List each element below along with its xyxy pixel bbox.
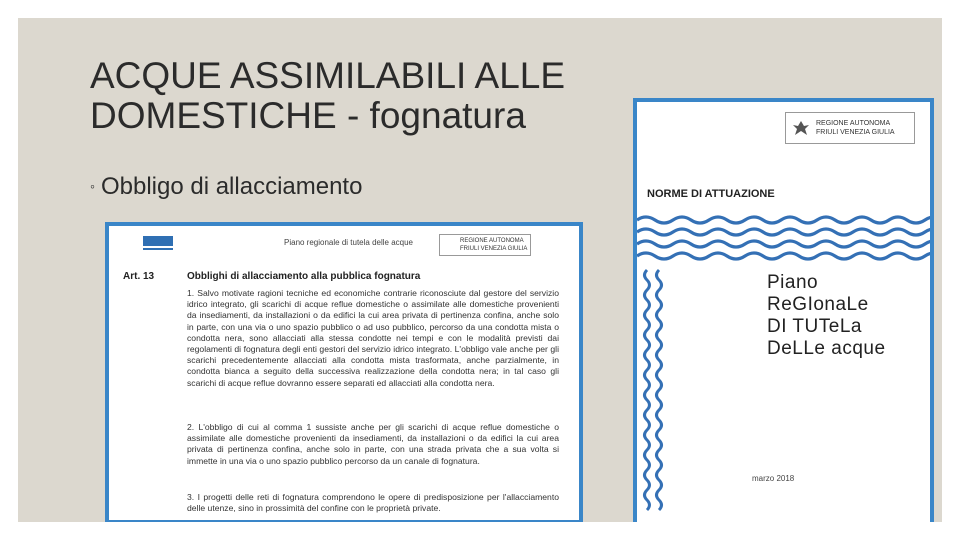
slide-title <box>90 56 690 136</box>
document-header <box>109 226 579 266</box>
document-logo-icon <box>143 236 173 250</box>
cover-logo-line1: REGIONE AUTONOMA <box>816 120 891 127</box>
cover-title-line3: DI TUTeLa <box>767 316 862 337</box>
cover-title-line1: Piano <box>767 272 819 293</box>
document-excerpt-image <box>105 222 583 522</box>
region-logo-line1: REGIONE AUTONOMA <box>460 238 524 244</box>
cover-date: marzo 2018 <box>752 474 795 483</box>
cover-title-line2: ReGIonaLe <box>767 294 869 315</box>
plan-cover-image <box>633 98 934 522</box>
article-paragraph-3: 3. I progetti delle reti di fognatura comprendono le opere di predisposizione per l'allacciamento delle utenze, sino in prossimità del confine con le proprietà private. <box>187 492 559 514</box>
bullet-item <box>90 173 362 201</box>
slide <box>18 18 942 522</box>
article-paragraph-2: 2. L'obbligo di cui al comma 1 sussiste anche per gli scarichi di acque reflue domestiche o assimilate alle domestiche provenienti da insediamenti, da installazioni o da edifici la cui area privata di pertinenza confina, anche solo in parte, con una strada privata che a sua volta si immette in una via o uno spazio pubblico percorso da un canale di fognatura. <box>187 422 559 466</box>
cover-title-line4: DeLLe acque <box>767 338 886 359</box>
region-logo-badge <box>439 234 531 256</box>
cover-title <box>767 272 886 360</box>
article-title: Obblighi di allacciamento alla pubblica fognatura <box>187 271 421 282</box>
cover-heading: NORME DI ATTUAZIONE <box>647 188 775 200</box>
document-header-title: Piano regionale di tutela delle acque <box>284 238 413 247</box>
eagle-emblem-icon <box>792 119 810 137</box>
cover-region-logo <box>785 112 915 144</box>
article-paragraph-1: 1. Salvo motivate ragioni tecniche ed economiche contrarie riconosciute dal gestore del servizio idrico integrato, gli scarichi di acque reflue domestiche o assimilate alle domestiche provenienti da insediamenti, da installazioni o da edifici la cui area privata di pertinenza confina, anche solo in parte, con una via o uno spazio pubblico o ad uso pubblico, percorso da una condotta mista o condotta nera, sono allacciati alla stessa condotte nei tempi e con le modalità previsti dai regolamenti di fognatura degli enti gestori del servizio idrico integrato. L'obbligo vale anche per gli scarichi precedentemente allacciati alla condotta mista trasformata, anche parzialmente, in condotta bianca a seguito della successiva realizzazione della condotta nera; in tal caso gli scarichi di acque reflue dovranno essere separati ed allacciati alla condotta nera. <box>187 288 559 388</box>
bullet-mark: ◦ <box>90 178 95 194</box>
wave-pattern-icon <box>637 214 930 514</box>
slide-title-line1: ACQUE ASSIMILABILI ALLE <box>90 55 566 96</box>
bullet-text: Obbligo di allacciamento <box>100 173 363 200</box>
region-logo-line2: FRIULI VENEZIA GIULIA <box>460 246 528 252</box>
cover-logo-line2: FRIULI VENEZIA GIULIA <box>816 129 895 136</box>
article-number: Art. 13 <box>123 271 155 282</box>
slide-title-line2: DOMESTICHE - fognatura <box>90 95 526 136</box>
